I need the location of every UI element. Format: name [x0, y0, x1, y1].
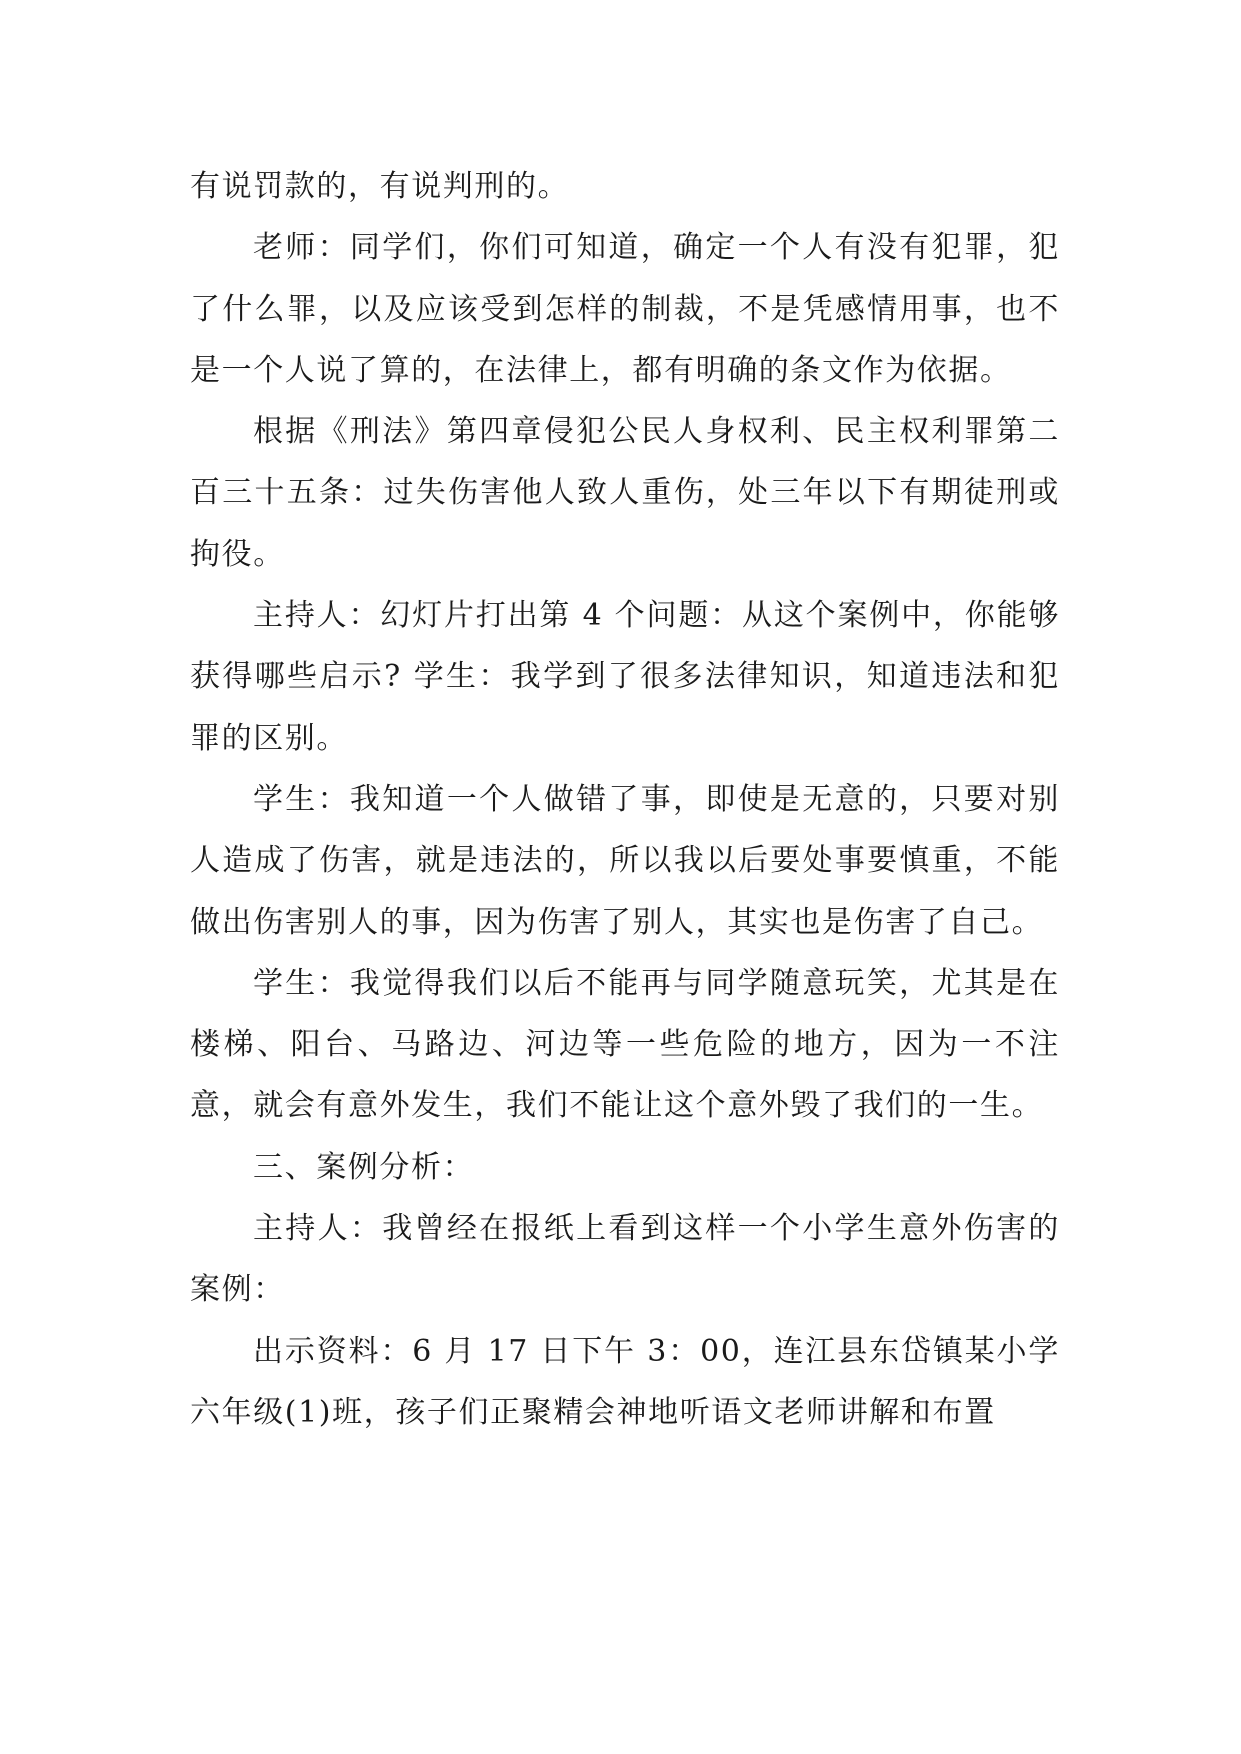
paragraph-case-material: 出示资料：6 月 17 日下午 3：00，连江县东岱镇某小学六年级(1)班，孩子们正聚精会神地听语文老师讲解和布置 [190, 1333, 1060, 1430]
paragraph-teacher-remarks: 老师：同学们，你们可知道，确定一个人有没有犯罪，犯了什么罪，以及应该受到怎样的制裁，不是凭感情用事，也不是一个人说了算的，在法律上，都有明确的条文作为依据。 [190, 230, 1060, 388]
paragraph-continuation: 有说罚款的，有说判刑的。 [190, 169, 570, 204]
document-body [190, 156, 1060, 1443]
paragraph-host-question-4: 主持人：幻灯片打出第 4 个问题：从这个案例中，你能够获得哪些启示? 学生：我学到了很多法律知识，知道违法和犯罪的区别。 [190, 598, 1060, 756]
paragraph-criminal-law-article: 根据《刑法》第四章侵犯公民人身权利、民主权利罪第二百三十五条：过失伤害他人致人重伤，处三年以下有期徒刑或拘役。 [190, 414, 1060, 572]
paragraph-student-reflection-2: 学生：我觉得我们以后不能再与同学随意玩笑，尤其是在楼梯、阳台、马路边、河边等一些危险的地方，因为一不注意，就会有意外发生，我们不能让这个意外毁了我们的一生。 [190, 965, 1060, 1124]
paragraph-host-case-intro: 主持人：我曾经在报纸上看到这样一个小学生意外伤害的案例： [190, 1211, 1060, 1308]
paragraph-student-reflection-1: 学生：我知道一个人做错了事，即使是无意的，只要对别人造成了伤害，就是违法的，所以我以后要处事要慎重，不能做出伤害别人的事，因为伤害了别人，其实也是伤害了自己。 [190, 781, 1060, 940]
section-heading-case-analysis: 三、案例分析： [253, 1149, 475, 1185]
